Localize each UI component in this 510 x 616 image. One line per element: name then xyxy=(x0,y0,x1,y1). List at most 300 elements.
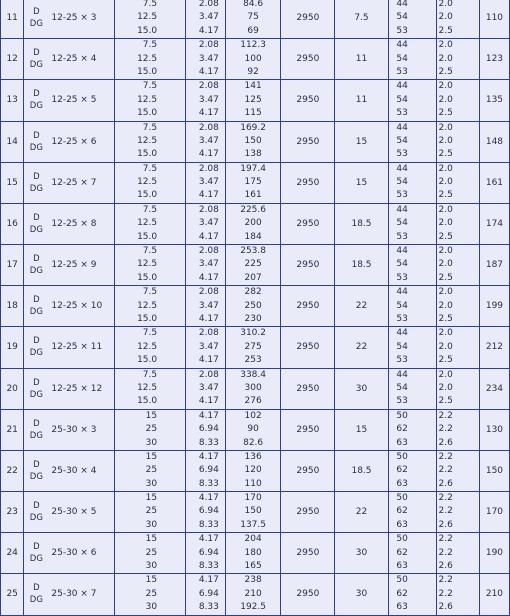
efficiency-cell xyxy=(388,80,436,121)
row-number: 22 xyxy=(1,450,24,491)
model-code-bottom: DG xyxy=(29,389,43,400)
efficiency-cell-value: 62 xyxy=(396,547,408,558)
weight-cell: 187 xyxy=(479,245,509,286)
model-series xyxy=(29,88,43,112)
efficiency-cell-value: 54 xyxy=(396,259,408,270)
model-series xyxy=(29,130,43,154)
flow-rate-cell-value: 15 xyxy=(145,410,158,421)
model-cell xyxy=(24,39,114,80)
head-cell-value: 253.8 xyxy=(240,246,266,257)
flow-ls-cell xyxy=(186,327,226,368)
flow-rate-cell-value: 15.0 xyxy=(137,149,158,160)
model-spec: 12-25 × 11 xyxy=(51,342,103,353)
flow-ls-cell xyxy=(186,121,226,162)
head-cell-value: 125 xyxy=(244,94,262,105)
npsh-cell xyxy=(436,203,479,244)
flow-ls-cell-value: 6.94 xyxy=(198,424,219,435)
npsh-cell-value: 2.0 xyxy=(438,53,453,64)
efficiency-cell-value: 54 xyxy=(396,135,408,146)
efficiency-cell-value: 63 xyxy=(396,602,408,613)
model-code-top: D xyxy=(33,377,40,388)
efficiency-cell-value: 44 xyxy=(396,163,408,174)
row-number: 17 xyxy=(1,245,24,286)
flow-ls-cell-value: 4.17 xyxy=(198,575,219,586)
flow-rate-cell-value: 25 xyxy=(145,465,158,476)
head-cell-value: 112.3 xyxy=(240,40,266,51)
flow-rate-cell-value: 12.5 xyxy=(137,94,158,105)
npsh-cell-value: 2.5 xyxy=(438,355,453,366)
model-cell xyxy=(24,492,114,533)
head-cell-value: 275 xyxy=(244,341,262,352)
efficiency-cell-value: 54 xyxy=(396,300,408,311)
weight-cell: 212 xyxy=(479,327,509,368)
flow-rate-cell-value: 15.0 xyxy=(137,396,158,407)
model-series xyxy=(29,418,43,442)
model-series xyxy=(29,335,43,359)
model-spec: 12-25 × 4 xyxy=(51,54,97,65)
model-series xyxy=(29,541,43,565)
flow-ls-cell-value: 4.17 xyxy=(198,25,219,36)
model-cell xyxy=(24,574,114,615)
flow-rate-cell xyxy=(114,409,186,450)
model-code-bottom: DG xyxy=(29,224,43,235)
flow-ls-cell-value: 8.33 xyxy=(198,602,219,613)
row-number: 19 xyxy=(1,327,24,368)
model-spec: 12-25 × 9 xyxy=(51,260,97,271)
model-code-bottom: DG xyxy=(29,348,43,359)
weight-cell: 123 xyxy=(479,39,509,80)
table-body xyxy=(1,0,510,615)
npsh-cell-value: 2.0 xyxy=(438,300,453,311)
head-cell xyxy=(225,203,280,244)
flow-ls-cell xyxy=(186,368,226,409)
npsh-cell-value: 2.0 xyxy=(438,163,453,174)
flow-ls-cell-value: 3.47 xyxy=(198,259,219,270)
efficiency-cell-value: 54 xyxy=(396,382,408,393)
head-cell-value: 150 xyxy=(244,135,262,146)
model-cell xyxy=(24,162,114,203)
head-cell xyxy=(225,121,280,162)
speed-cell: 2950 xyxy=(281,0,335,39)
head-cell xyxy=(225,80,280,121)
flow-ls-cell-value: 8.33 xyxy=(198,519,219,530)
efficiency-cell-value: 63 xyxy=(396,519,408,530)
flow-rate-cell-value: 12.5 xyxy=(137,259,158,270)
head-cell-value: 120 xyxy=(244,465,262,476)
efficiency-cell xyxy=(388,409,436,450)
npsh-cell-value: 2.5 xyxy=(438,190,453,201)
flow-rate-cell xyxy=(114,203,186,244)
flow-ls-cell-value: 2.08 xyxy=(198,0,219,9)
model-code-bottom: DG xyxy=(29,142,43,153)
model-cell xyxy=(24,80,114,121)
head-cell-value: 84.6 xyxy=(243,0,264,9)
head-cell-value: 175 xyxy=(244,177,262,188)
model-code-top: D xyxy=(33,501,40,512)
head-cell xyxy=(225,162,280,203)
npsh-cell-value: 2.2 xyxy=(438,588,453,599)
npsh-cell xyxy=(436,162,479,203)
flow-rate-cell-value: 30 xyxy=(145,437,158,448)
efficiency-cell-value: 54 xyxy=(396,341,408,352)
speed-cell: 2950 xyxy=(281,162,335,203)
flow-rate-cell-value: 7.5 xyxy=(142,81,158,92)
flow-rate-cell-value: 30 xyxy=(145,561,158,572)
flow-ls-cell-value: 3.47 xyxy=(198,135,219,146)
flow-ls-cell-value: 2.08 xyxy=(198,246,219,257)
head-cell-value: 141 xyxy=(244,81,262,92)
npsh-cell-value: 2.6 xyxy=(438,437,453,448)
row-number: 14 xyxy=(1,121,24,162)
model-code-top: D xyxy=(33,130,40,141)
head-cell-value: 200 xyxy=(244,218,262,229)
flow-rate-cell xyxy=(114,121,186,162)
npsh-cell-value: 2.0 xyxy=(438,369,453,380)
table-row xyxy=(1,39,510,80)
flow-rate-cell xyxy=(114,492,186,533)
row-number: 16 xyxy=(1,203,24,244)
model-code-top: D xyxy=(33,7,40,18)
flow-rate-cell-value: 7.5 xyxy=(142,122,158,133)
flow-ls-cell-value: 8.33 xyxy=(198,478,219,489)
npsh-cell-value: 2.0 xyxy=(438,122,453,133)
speed-cell: 2950 xyxy=(281,121,335,162)
head-cell xyxy=(225,409,280,450)
efficiency-cell-value: 44 xyxy=(396,369,408,380)
flow-ls-cell-value: 8.33 xyxy=(198,437,219,448)
flow-rate-cell-value: 7.5 xyxy=(142,287,158,298)
flow-rate-cell-value: 15.0 xyxy=(137,108,158,119)
flow-ls-cell-value: 2.08 xyxy=(198,122,219,133)
flow-ls-cell-value: 6.94 xyxy=(198,506,219,517)
efficiency-cell-value: 53 xyxy=(396,149,408,160)
flow-rate-cell-value: 7.5 xyxy=(142,163,158,174)
head-cell xyxy=(225,574,280,615)
flow-rate-cell-value: 7.5 xyxy=(142,328,158,339)
power-cell: 18.5 xyxy=(335,450,388,491)
efficiency-cell-value: 54 xyxy=(396,94,408,105)
flow-rate-cell-value: 12.5 xyxy=(137,341,158,352)
flow-rate-cell xyxy=(114,368,186,409)
weight-cell: 190 xyxy=(479,533,509,574)
flow-rate-cell xyxy=(114,245,186,286)
npsh-cell xyxy=(436,39,479,80)
model-code-top: D xyxy=(33,254,40,265)
flow-ls-cell xyxy=(186,492,226,533)
npsh-cell xyxy=(436,286,479,327)
flow-ls-cell-value: 3.47 xyxy=(198,218,219,229)
head-cell-value: 90 xyxy=(247,424,259,435)
npsh-cell-value: 2.5 xyxy=(438,396,453,407)
model-cell xyxy=(24,0,114,39)
npsh-cell-value: 2.0 xyxy=(438,81,453,92)
power-cell: 30 xyxy=(335,533,388,574)
flow-rate-cell-value: 12.5 xyxy=(137,12,158,23)
efficiency-cell-value: 63 xyxy=(396,561,408,572)
efficiency-cell-value: 44 xyxy=(396,122,408,133)
npsh-cell-value: 2.6 xyxy=(438,602,453,613)
head-cell-value: 225.6 xyxy=(240,204,266,215)
model-spec: 25-30 × 5 xyxy=(51,507,97,518)
npsh-cell-value: 2.5 xyxy=(438,66,453,77)
power-cell: 15 xyxy=(335,162,388,203)
flow-rate-cell-value: 7.5 xyxy=(142,0,158,9)
npsh-cell-value: 2.5 xyxy=(438,313,453,324)
efficiency-cell xyxy=(388,492,436,533)
flow-rate-cell-value: 7.5 xyxy=(142,204,158,215)
efficiency-cell-value: 53 xyxy=(396,355,408,366)
flow-rate-cell-value: 12.5 xyxy=(137,53,158,64)
head-cell-value: 225 xyxy=(244,259,262,270)
flow-rate-cell-value: 25 xyxy=(145,588,158,599)
npsh-cell-value: 2.0 xyxy=(438,177,453,188)
weight-cell: 210 xyxy=(479,574,509,615)
flow-ls-cell xyxy=(186,450,226,491)
npsh-cell-value: 2.2 xyxy=(438,465,453,476)
efficiency-cell-value: 63 xyxy=(396,478,408,489)
npsh-cell-value: 2.0 xyxy=(438,382,453,393)
npsh-cell-value: 2.6 xyxy=(438,561,453,572)
model-cell xyxy=(24,450,114,491)
head-cell-value: 184 xyxy=(244,231,262,242)
npsh-cell xyxy=(436,533,479,574)
weight-cell: 174 xyxy=(479,203,509,244)
npsh-cell xyxy=(436,492,479,533)
weight-cell: 234 xyxy=(479,368,509,409)
power-cell: 18.5 xyxy=(335,203,388,244)
efficiency-cell-value: 44 xyxy=(396,287,408,298)
model-series xyxy=(29,500,43,524)
efficiency-cell-value: 44 xyxy=(396,204,408,215)
head-cell-value: 110 xyxy=(244,478,262,489)
speed-cell: 2950 xyxy=(281,327,335,368)
efficiency-cell-value: 62 xyxy=(396,588,408,599)
model-spec: 25-30 × 3 xyxy=(51,424,97,435)
head-cell xyxy=(225,368,280,409)
flow-ls-cell xyxy=(186,0,226,39)
head-cell-value: 180 xyxy=(244,547,262,558)
efficiency-cell-value: 44 xyxy=(396,81,408,92)
efficiency-cell-value: 62 xyxy=(396,506,408,517)
flow-rate-cell-value: 25 xyxy=(145,506,158,517)
row-number: 21 xyxy=(1,409,24,450)
head-cell xyxy=(225,286,280,327)
model-cell xyxy=(24,327,114,368)
efficiency-cell-value: 54 xyxy=(396,12,408,23)
speed-cell: 2950 xyxy=(281,203,335,244)
model-series xyxy=(29,253,43,277)
flow-ls-cell-value: 3.47 xyxy=(198,341,219,352)
model-cell xyxy=(24,121,114,162)
model-cell xyxy=(24,245,114,286)
speed-cell: 2950 xyxy=(281,368,335,409)
head-cell-value: 276 xyxy=(244,396,262,407)
head-cell-value: 207 xyxy=(244,272,262,283)
model-code-bottom: DG xyxy=(29,101,43,112)
efficiency-cell-value: 53 xyxy=(396,313,408,324)
efficiency-cell xyxy=(388,162,436,203)
model-spec: 12-25 × 5 xyxy=(51,95,97,106)
flow-rate-cell-value: 12.5 xyxy=(137,135,158,146)
npsh-cell xyxy=(436,327,479,368)
efficiency-cell-value: 50 xyxy=(396,493,408,504)
efficiency-cell-value: 44 xyxy=(396,328,408,339)
npsh-cell-value: 2.5 xyxy=(438,149,453,160)
flow-rate-cell xyxy=(114,0,186,39)
head-cell-value: 230 xyxy=(244,313,262,324)
flow-ls-cell-value: 2.08 xyxy=(198,369,219,380)
flow-rate-cell-value: 7.5 xyxy=(142,369,158,380)
head-cell-value: 92 xyxy=(247,66,259,77)
flow-rate-cell-value: 15 xyxy=(145,534,158,545)
flow-rate-cell-value: 15 xyxy=(145,451,158,462)
head-cell-value: 210 xyxy=(244,588,262,599)
flow-ls-cell-value: 2.08 xyxy=(198,163,219,174)
table-row xyxy=(1,533,510,574)
power-cell: 11 xyxy=(335,39,388,80)
head-cell-value: 310.2 xyxy=(240,328,266,339)
model-series xyxy=(29,171,43,195)
model-code-bottom: DG xyxy=(29,554,43,565)
weight-cell: 150 xyxy=(479,450,509,491)
model-code-bottom: DG xyxy=(29,183,43,194)
speed-cell: 2950 xyxy=(281,245,335,286)
head-cell-value: 282 xyxy=(244,287,262,298)
npsh-cell-value: 2.2 xyxy=(438,534,453,545)
row-number: 18 xyxy=(1,286,24,327)
npsh-cell-value: 2.5 xyxy=(438,272,453,283)
flow-ls-cell-value: 4.17 xyxy=(198,493,219,504)
weight-cell: 199 xyxy=(479,286,509,327)
speed-cell: 2950 xyxy=(281,492,335,533)
efficiency-cell-value: 63 xyxy=(396,437,408,448)
table-row xyxy=(1,574,510,615)
flow-ls-cell-value: 3.47 xyxy=(198,94,219,105)
model-series xyxy=(29,6,43,30)
npsh-cell-value: 2.2 xyxy=(438,410,453,421)
head-cell-value: 136 xyxy=(244,451,262,462)
model-code-bottom: DG xyxy=(29,19,43,30)
flow-ls-cell-value: 4.17 xyxy=(198,534,219,545)
efficiency-cell-value: 62 xyxy=(396,465,408,476)
head-cell xyxy=(225,0,280,39)
flow-ls-cell-value: 4.17 xyxy=(198,313,219,324)
weight-cell: 148 xyxy=(479,121,509,162)
head-cell-value: 238 xyxy=(244,575,262,586)
row-number: 13 xyxy=(1,80,24,121)
table-row xyxy=(1,368,510,409)
npsh-cell-value: 2.0 xyxy=(438,40,453,51)
flow-rate-cell xyxy=(114,286,186,327)
model-code-top: D xyxy=(33,583,40,594)
power-cell: 15 xyxy=(335,121,388,162)
model-code-bottom: DG xyxy=(29,430,43,441)
model-code-bottom: DG xyxy=(29,266,43,277)
flow-rate-cell-value: 12.5 xyxy=(137,218,158,229)
head-cell-value: 82.6 xyxy=(243,437,264,448)
efficiency-cell-value: 50 xyxy=(396,410,408,421)
head-cell xyxy=(225,492,280,533)
flow-ls-cell-value: 8.33 xyxy=(198,561,219,572)
npsh-cell-value: 2.0 xyxy=(438,246,453,257)
model-code-bottom: DG xyxy=(29,60,43,71)
npsh-cell-value: 2.0 xyxy=(438,259,453,270)
flow-rate-cell-value: 15 xyxy=(145,575,158,586)
model-code-bottom: DG xyxy=(29,471,43,482)
weight-cell: 130 xyxy=(479,409,509,450)
table-row xyxy=(1,162,510,203)
model-spec: 25-30 × 7 xyxy=(51,589,97,600)
efficiency-cell-value: 53 xyxy=(396,396,408,407)
efficiency-cell xyxy=(388,286,436,327)
flow-ls-cell-value: 6.94 xyxy=(198,547,219,558)
weight-cell: 135 xyxy=(479,80,509,121)
npsh-cell-value: 2.2 xyxy=(438,451,453,462)
speed-cell: 2950 xyxy=(281,409,335,450)
flow-ls-cell-value: 2.08 xyxy=(198,328,219,339)
flow-ls-cell xyxy=(186,409,226,450)
head-cell-value: 69 xyxy=(247,25,259,36)
flow-ls-cell xyxy=(186,574,226,615)
speed-cell: 2950 xyxy=(281,450,335,491)
npsh-cell-value: 2.2 xyxy=(438,575,453,586)
flow-ls-cell xyxy=(186,203,226,244)
head-cell-value: 102 xyxy=(244,410,262,421)
head-cell-value: 75 xyxy=(247,12,259,23)
npsh-cell-value: 2.2 xyxy=(438,506,453,517)
model-cell xyxy=(24,286,114,327)
model-series xyxy=(29,294,43,318)
efficiency-cell-value: 44 xyxy=(396,0,408,9)
row-number: 11 xyxy=(1,0,24,39)
npsh-cell-value: 2.0 xyxy=(438,12,453,23)
flow-ls-cell-value: 3.47 xyxy=(198,382,219,393)
npsh-cell xyxy=(436,574,479,615)
flow-rate-cell-value: 15.0 xyxy=(137,355,158,366)
model-code-bottom: DG xyxy=(29,307,43,318)
flow-ls-cell xyxy=(186,39,226,80)
flow-rate-cell-value: 30 xyxy=(145,519,158,530)
table-row xyxy=(1,327,510,368)
npsh-cell xyxy=(436,0,479,39)
table-row xyxy=(1,121,510,162)
power-cell: 22 xyxy=(335,327,388,368)
flow-rate-cell-value: 15.0 xyxy=(137,272,158,283)
table-row xyxy=(1,80,510,121)
npsh-cell xyxy=(436,409,479,450)
efficiency-cell-value: 54 xyxy=(396,177,408,188)
flow-rate-cell-value: 15.0 xyxy=(137,190,158,201)
model-series xyxy=(29,582,43,606)
npsh-cell-value: 2.0 xyxy=(438,0,453,9)
flow-rate-cell-value: 15.0 xyxy=(137,25,158,36)
weight-cell: 170 xyxy=(479,492,509,533)
model-spec: 12-25 × 12 xyxy=(51,383,103,394)
power-cell: 30 xyxy=(335,574,388,615)
efficiency-cell xyxy=(388,574,436,615)
npsh-cell-value: 2.6 xyxy=(438,478,453,489)
efficiency-cell xyxy=(388,368,436,409)
model-code-top: D xyxy=(33,418,40,429)
model-code-top: D xyxy=(33,171,40,182)
model-spec: 25-30 × 6 xyxy=(51,548,97,559)
head-cell-value: 100 xyxy=(244,53,262,64)
flow-rate-cell-value: 12.5 xyxy=(137,382,158,393)
efficiency-cell-value: 44 xyxy=(396,40,408,51)
flow-ls-cell xyxy=(186,162,226,203)
efficiency-cell-value: 53 xyxy=(396,108,408,119)
power-cell: 30 xyxy=(335,368,388,409)
